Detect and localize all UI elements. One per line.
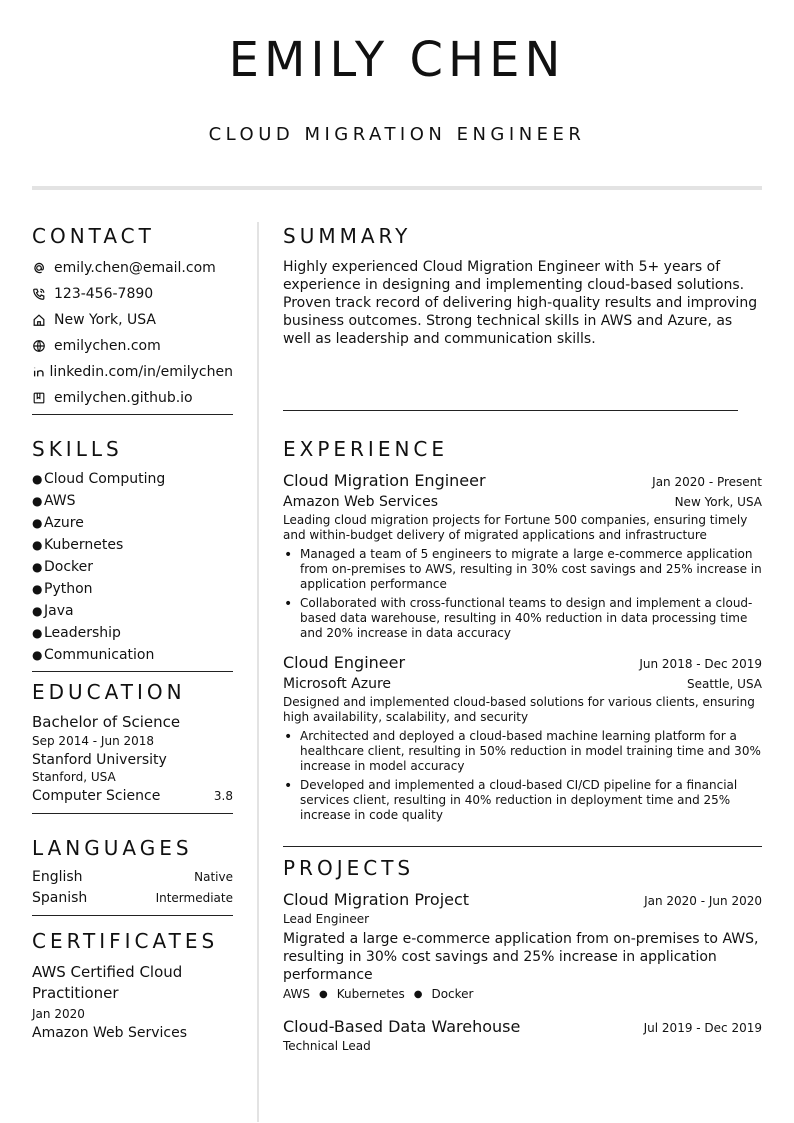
globe-icon (32, 339, 54, 353)
job-location: Seattle, USA (687, 677, 762, 691)
project-description: Migrated a large e-commerce application from on-premises to AWS, resulting in 30% cost savings and 25% increase in application performance (283, 931, 759, 983)
job-dates: Jun 2018 - Dec 2019 (639, 657, 762, 671)
skill-item: ● Docker (32, 559, 94, 575)
job-entry (283, 471, 762, 641)
job-location: New York, USA (674, 495, 762, 509)
experience-title: EXPERIENCE (283, 437, 449, 461)
certificate-date: Jan 2020 (32, 1007, 85, 1021)
project-entry (283, 1017, 762, 1053)
certificates-section (32, 929, 233, 1041)
education-title: EDUCATION (32, 680, 186, 704)
job-company: Microsoft Azure (283, 676, 392, 692)
job-dates: Jan 2020 - Present (652, 475, 762, 489)
contact-linkedin[interactable] (32, 359, 233, 385)
contact-linkedin-text: linkedin.com/in/emilychen (49, 364, 233, 380)
language-name: English (32, 869, 83, 885)
project-tag: Docker (431, 987, 474, 1001)
job-company: Amazon Web Services (283, 494, 439, 510)
languages-title: LANGUAGES (32, 836, 193, 860)
language-level: Intermediate (155, 891, 233, 905)
skill-item: ● Azure (32, 515, 84, 531)
education-field-row (32, 788, 233, 804)
projects-title: PROJECTS (283, 856, 415, 880)
job-title: Cloud Engineer (283, 653, 406, 672)
home-icon (32, 313, 54, 327)
skills-divider (32, 671, 233, 672)
job-bullets (283, 547, 762, 641)
education-field: Computer Science (32, 788, 161, 804)
skills-title: SKILLS (32, 437, 123, 461)
column-divider (257, 222, 259, 1122)
project-tag: AWS (283, 987, 311, 1001)
project-role: Lead Engineer (283, 912, 370, 926)
project-role: Technical Lead (283, 1039, 371, 1053)
job-bullet: • Developed and implemented a cloud-based CI/CD pipeline for a financial services client, resulting in 40% reduction in deployment time and 25% increase in code quality (283, 778, 762, 823)
language-level: Native (194, 870, 233, 884)
project-entry (283, 890, 762, 1001)
project-dates: Jul 2019 - Dec 2019 (643, 1021, 762, 1035)
experience-divider (283, 846, 762, 847)
languages-divider (32, 915, 233, 916)
certificate-name: AWS Certified Cloud Practitioner (32, 963, 183, 1002)
language-name: Spanish (32, 890, 88, 906)
skill-item: ● Kubernetes (32, 537, 124, 553)
education-location: Stanford, USA (32, 770, 116, 784)
job-bullet: • Collaborated with cross-functional teams to design and implement a cloud-based data warehouse, resulting in 40% reduction in data processing time and 20% increase in data accuracy (283, 596, 762, 641)
at-icon (32, 261, 54, 275)
contact-section (32, 224, 233, 415)
education-divider (32, 813, 233, 814)
skill-item: ● Cloud Computing (32, 471, 166, 487)
linkedin-icon (32, 365, 50, 379)
job-bullets (283, 729, 762, 823)
contact-website-text: emilychen.com (54, 338, 161, 354)
summary-divider (283, 410, 738, 411)
contact-location (32, 307, 233, 333)
education-section (32, 680, 233, 814)
project-name: Cloud-Based Data Warehouse (283, 1017, 521, 1036)
header-divider (32, 186, 762, 190)
contact-title: CONTACT (32, 224, 155, 248)
contact-email-text: emily.chen@email.com (54, 260, 216, 276)
job-description: Leading cloud migration projects for Fortune 500 companies, ensuring timely and within-budget delivery of migrated applications and infrastructure (283, 513, 748, 542)
project-tag: Kubernetes (336, 987, 405, 1001)
skill-item: ● Communication (32, 647, 155, 663)
education-school: Stanford University (32, 752, 167, 768)
skills-section (32, 437, 233, 672)
education-dates: Sep 2014 - Jun 2018 (32, 734, 155, 748)
language-row (32, 890, 233, 906)
phone-icon (32, 287, 54, 301)
contact-github-text: emilychen.github.io (54, 390, 193, 406)
job-description: Designed and implemented cloud-based solutions for various clients, ensuring high availability, scalability, and security (283, 695, 755, 724)
contact-divider (32, 414, 233, 415)
contact-phone-text: 123-456-7890 (54, 286, 154, 302)
contact-phone[interactable] (32, 281, 233, 307)
contact-github[interactable] (32, 385, 233, 411)
candidate-name: EMILY CHEN (228, 32, 566, 88)
job-entry (283, 653, 762, 823)
experience-section (283, 437, 762, 827)
skill-item: ● Leadership (32, 625, 121, 641)
summary-title: SUMMARY (283, 224, 412, 248)
project-name: Cloud Migration Project (283, 890, 470, 909)
job-title: Cloud Migration Engineer (283, 471, 486, 490)
summary-section (283, 224, 762, 348)
skill-item: ● Python (32, 581, 93, 597)
job-bullet: • Managed a team of 5 engineers to migrate a large e-commerce application from on-premises to AWS, resulting in 30% cost savings and 25% increase in application performance (283, 547, 762, 592)
education-gpa: 3.8 (213, 789, 233, 803)
education-degree: Bachelor of Science (32, 713, 181, 731)
skill-item: ● Java (32, 603, 74, 619)
contact-website[interactable] (32, 333, 233, 359)
job-bullet: • Architected and deployed a cloud-based machine learning platform for a healthcare client, resulting in 50% reduction in model training time and 30% increase in model accuracy (283, 729, 762, 774)
skill-item: ● AWS (32, 493, 76, 509)
project-tags: AWS ● Kubernetes ● Docker (283, 987, 474, 1001)
candidate-role: CLOUD MIGRATION ENGINEER (208, 124, 586, 145)
languages-section (32, 836, 233, 916)
summary-text: Highly experienced Cloud Migration Engineer with 5+ years of experience in designing and implementing cloud-based solutions. Proven track record of delivering high-quality results and improving business outcomes. Strong technical skills in AWS and Azure, as well as leadership and communication skills. (283, 259, 758, 347)
github-icon (32, 391, 54, 405)
certificate-issuer: Amazon Web Services (32, 1025, 188, 1041)
language-row (32, 869, 233, 885)
projects-section (283, 856, 762, 1053)
contact-email[interactable] (32, 255, 233, 281)
project-dates: Jan 2020 - Jun 2020 (644, 894, 762, 908)
certificates-title: CERTIFICATES (32, 929, 219, 953)
contact-location-text: New York, USA (54, 312, 156, 328)
